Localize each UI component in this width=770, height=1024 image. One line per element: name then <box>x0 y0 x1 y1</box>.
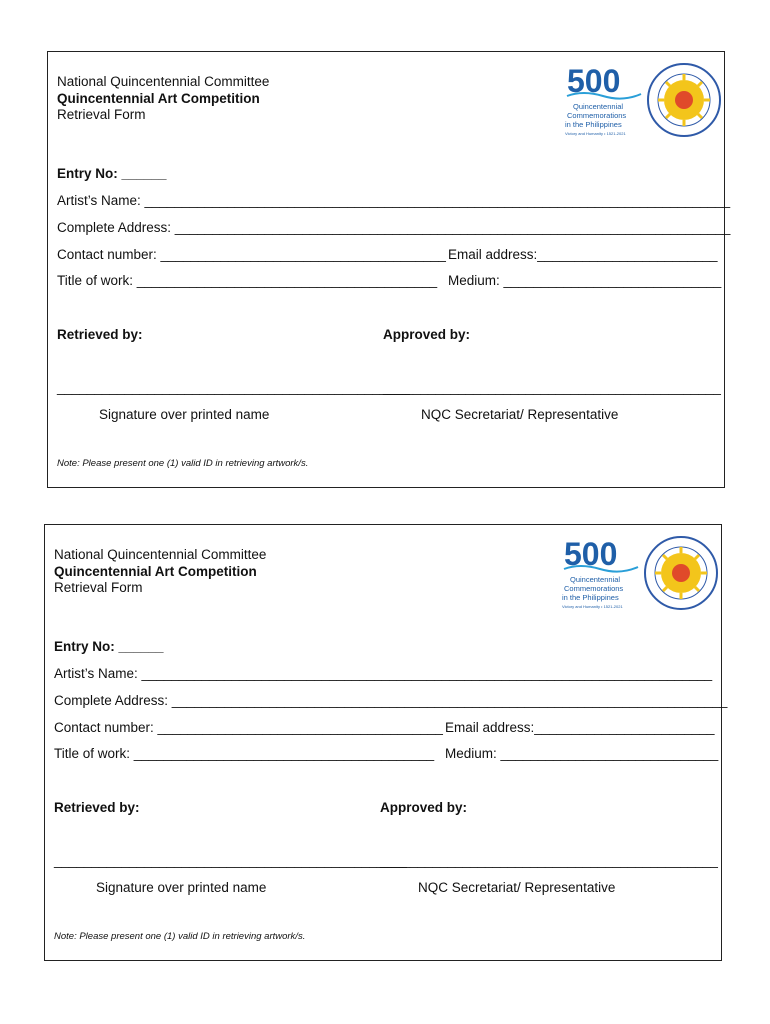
retrieved-by-label: Retrieved by: <box>54 800 140 815</box>
nhcp-seal-icon <box>643 535 719 611</box>
signature-caption-left: Signature over printed name <box>96 880 267 895</box>
approved-by-label: Approved by: <box>380 800 468 815</box>
svg-text:500: 500 <box>567 63 621 99</box>
organization-name: National Quincentennial Committee <box>54 547 267 562</box>
signature-line-right: _____________________________________________ <box>383 380 721 395</box>
complete-address-field: Complete Address: __________________________________________________________________________ <box>57 220 731 235</box>
nhcp-seal-icon <box>646 62 722 138</box>
quincentennial-logo <box>560 533 645 615</box>
title-of-work-field: Title of work: ________________________________________ <box>54 746 435 761</box>
approved-by-label: Approved by: <box>383 327 471 342</box>
entry-no-field: Entry No: ______ <box>54 639 164 654</box>
contact-number-field: Contact number: ______________________________________ <box>54 720 443 735</box>
note-text: Note: Please present one (1) valid ID in retrieving artwork/s. <box>57 458 309 469</box>
signature-line-left: _______________________________________________ <box>57 380 410 395</box>
title-of-work-field: Title of work: ________________________________________ <box>57 273 438 288</box>
svg-text:Commemorations: Commemorations <box>567 111 627 120</box>
svg-text:Quincentennial: Quincentennial <box>570 575 621 584</box>
contact-number-field: Contact number: ______________________________________ <box>57 247 446 262</box>
form-type: Retrieval Form <box>54 580 143 595</box>
retrieval-form-card <box>47 51 731 488</box>
signature-caption-right: NQC Secretariat/ Representative <box>418 880 616 895</box>
svg-text:in the Philippines: in the Philippines <box>565 120 622 129</box>
signature-caption-left: Signature over printed name <box>99 407 270 422</box>
competition-name: Quincentennial Art Competition <box>54 564 257 579</box>
medium-field: Medium: _____________________________ <box>445 746 719 761</box>
complete-address-field: Complete Address: __________________________________________________________________________ <box>54 693 728 708</box>
retrieval-form-card <box>44 524 728 961</box>
svg-text:in the Philippines: in the Philippines <box>562 593 619 602</box>
svg-text:Quincentennial: Quincentennial <box>573 102 624 111</box>
svg-text:500: 500 <box>564 536 618 572</box>
retrieved-by-label: Retrieved by: <box>57 327 143 342</box>
entry-no-field: Entry No: ______ <box>57 166 167 181</box>
signature-caption-right: NQC Secretariat/ Representative <box>421 407 619 422</box>
note-text: Note: Please present one (1) valid ID in retrieving artwork/s. <box>54 931 306 942</box>
competition-name: Quincentennial Art Competition <box>57 91 260 106</box>
email-address-field: Email address:________________________ <box>448 247 718 262</box>
svg-text:Commemorations: Commemorations <box>564 584 624 593</box>
signature-line-left: _______________________________________________ <box>54 853 407 868</box>
artist-name-field: Artist’s Name: ______________________________________________________________________________ <box>57 193 731 208</box>
quincentennial-logo <box>563 60 648 142</box>
medium-field: Medium: _____________________________ <box>448 273 722 288</box>
email-address-field: Email address:________________________ <box>445 720 715 735</box>
signature-line-right: _____________________________________________ <box>380 853 718 868</box>
svg-text:Victory and Humanity • 1521-20: Victory and Humanity • 1521-2021 <box>562 604 623 609</box>
form-type: Retrieval Form <box>57 107 146 122</box>
organization-name: National Quincentennial Committee <box>57 74 270 89</box>
svg-text:Victory and Humanity • 1521-20: Victory and Humanity • 1521-2021 <box>565 131 626 136</box>
artist-name-field: Artist’s Name: ____________________________________________________________________________ <box>54 666 713 681</box>
